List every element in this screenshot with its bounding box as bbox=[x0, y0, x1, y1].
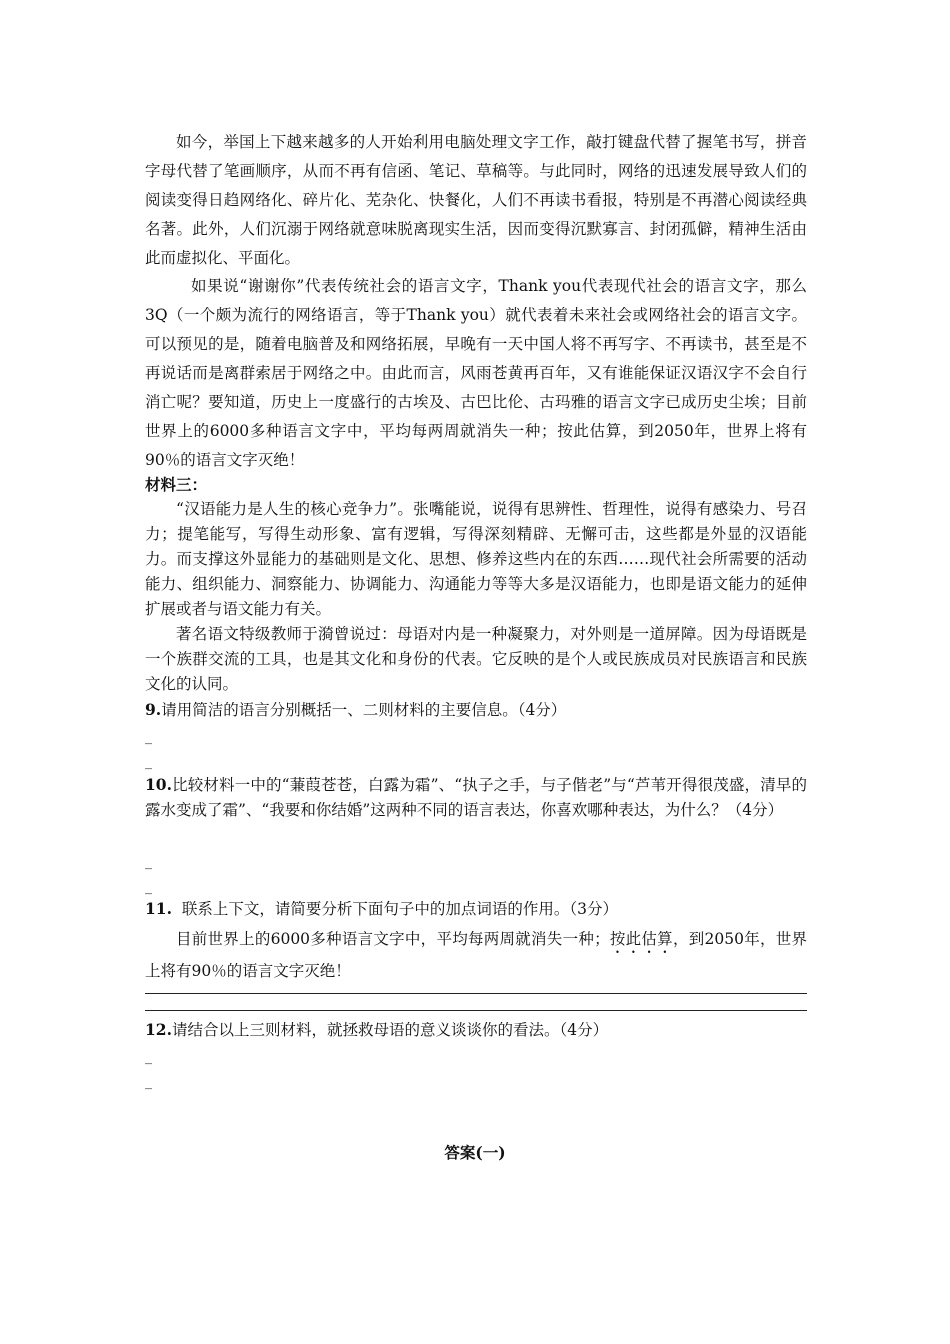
question-12-text: 请结合以上三则材料，就拯救母语的意义谈谈你的看法。（4分） bbox=[171, 1021, 609, 1039]
question-11-text: 联系上下文，请简要分析下面句子中的加点词语的作用。（3分） bbox=[181, 900, 618, 918]
question-11 bbox=[145, 894, 807, 924]
question-11-number: 11. bbox=[145, 899, 172, 918]
quote-part-b: ，到2050年，世界上将有90％的语言文字灭绝！ bbox=[145, 930, 807, 980]
quote-part-a: 目前世界上的6000多种语言文字中，平均每两周就消失一种； bbox=[176, 930, 610, 948]
answer-blank-10b[interactable]: _ bbox=[145, 879, 152, 895]
question-12 bbox=[145, 1017, 807, 1043]
material-3-heading: 材料三： bbox=[145, 475, 208, 494]
question-12-number: 12. bbox=[145, 1020, 172, 1039]
dotted-phrase: 按此估算 bbox=[609, 930, 673, 948]
question-10-text: 比较材料一中的“蒹葭苍苍，白露为霜”、“执子之手，与子偕老”与“芦苇开得很茂盛，清早的露水变成了霜”、“我要和你结婚”这两种不同的语言表达，你喜欢哪种表达，为什么？（4分） bbox=[145, 776, 807, 819]
answer-blank-9b[interactable]: _ bbox=[145, 754, 152, 770]
answer-line-11b[interactable] bbox=[145, 1010, 807, 1011]
question-11-quote bbox=[145, 925, 807, 986]
question-10-number: 10. bbox=[145, 775, 172, 794]
answer-blank-10a[interactable]: _ bbox=[145, 854, 152, 870]
answer-blank-12b[interactable]: _ bbox=[145, 1074, 152, 1090]
question-9 bbox=[145, 697, 807, 723]
question-10 bbox=[145, 772, 807, 823]
paragraph-4: 著名语文特级教师于漪曾说过：母语对内是一种凝聚力，对外则是一道屏障。因为母语既是一个族群交流的工具，也是其文化和身份的代表。它反映的是个人或民族成员对民族语言和民族文化的认同。 bbox=[145, 625, 807, 693]
paragraph-1: 如今，举国上下越来越多的人开始利用电脑处理文字工作，敲打键盘代替了握笔书写，拼音字母代替了笔画顺序，从而不再有信函、笔记、草稿等。与此同时，网络的迅速发展导致人们的阅读变得日趋网络化、碎片化、芜杂化、快餐化，人们不再读书看报，特别是不再潜心阅读经典名著。此外，人们沉溺于网络就意味脱离现实生活，因而变得沉默寡言、封闭孤僻，精神生活由此而虚拟化、平面化。 bbox=[145, 133, 807, 267]
answer-line-11a[interactable] bbox=[145, 993, 807, 994]
question-9-number: 9. bbox=[145, 700, 162, 719]
footer-answers-heading: 答案(一) bbox=[444, 1143, 506, 1162]
answer-blank-12a[interactable]: _ bbox=[145, 1049, 152, 1065]
answer-blank-9a[interactable]: _ bbox=[145, 729, 152, 745]
paragraph-2: 如果说“谢谢你”代表传统社会的语言文字，Thank you代表现代社会的语言文字，那么3Q（一个颇为流行的网络语言，等于Thank you）就代表着未来社会或网络社会的语言文字。可以预见的是，随着电脑普及和网络拓展，早晚有一天中国人将不再写字、不再读书，甚至是不再说话而是离群索居于网络之中。由此而言，风雨苍黄再百年，又有谁能保证汉语汉字不会自行消亡呢？要知道，历史上一度盛行的古埃及、古巴比伦、古玛雅的语言文字已成历史尘埃；目前世界上的6000多种语言文字中，平均每两周就消失一种；按此估算，到2050年，世界上将有90％的语言文字灭绝！ bbox=[145, 277, 807, 469]
paragraph-3: “汉语能力是人生的核心竞争力”。张嘴能说，说得有思辨性、哲理性，说得有感染力、号召力；提笔能写，写得生动形象、富有逻辑，写得深刻精辟、无懈可击，这些都是外显的汉语能力。而支撑这外显能力的基础则是文化、思想、修养这些内在的东西……现代社会所需要的活动能力、组织能力、洞察能力、协调能力、沟通能力等等大多是汉语能力，也即是语文能力的延伸扩展或者与语文能力有关。 bbox=[145, 500, 807, 618]
question-9-text: 请用简洁的语言分别概括一、二则材料的主要信息。（4分） bbox=[161, 701, 567, 719]
